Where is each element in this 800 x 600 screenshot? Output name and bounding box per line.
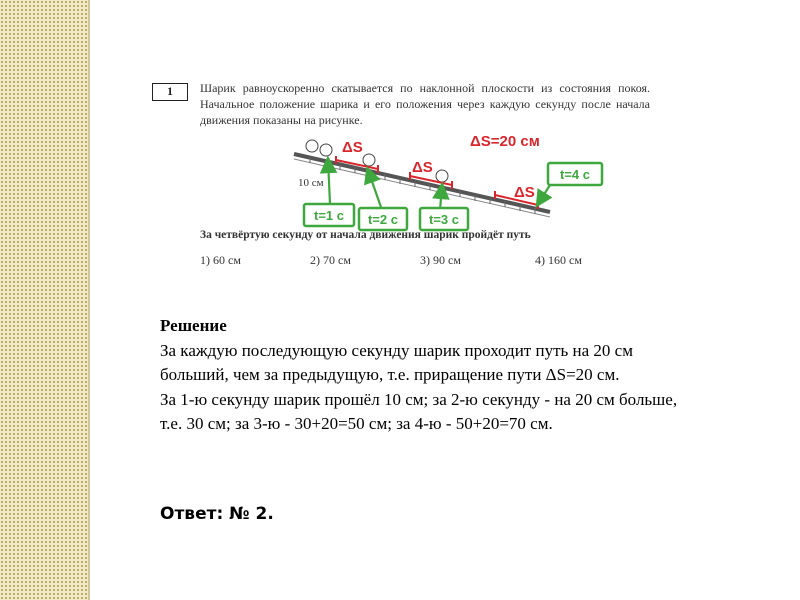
label-t1-text: t=1 с xyxy=(314,208,344,223)
solution-paragraph-1: За каждую последующую секунду шарик проходит путь на 20 см больший, чем за предыдущую, т.е. приращение пути ΔS=20 см. xyxy=(160,340,633,384)
option-2: 2) 70 см xyxy=(310,253,351,267)
ball-t3 xyxy=(436,170,448,182)
question: За четвёртую секунду от начала движения шарик пройдёт путь xyxy=(200,229,531,241)
label-t2-text: t=2 с xyxy=(368,212,398,227)
option-4: 4) 160 см xyxy=(535,253,582,267)
delta-s-label-2: ΔS xyxy=(412,159,433,176)
solution xyxy=(160,314,680,437)
ball-start xyxy=(306,140,318,152)
label-t1 xyxy=(304,204,354,226)
option-3: 3) 90 см xyxy=(420,253,461,267)
answer: Ответ: № 2. xyxy=(160,504,274,524)
delta-s-label-1: ΔS xyxy=(342,139,363,156)
label-t4 xyxy=(548,163,602,185)
sidebar-divider xyxy=(88,0,90,600)
label-t3 xyxy=(420,208,468,230)
decorative-sidebar xyxy=(0,0,88,600)
task-text: Шарик равноускоренно скатывается по наклонной плоскости из состояния покоя. Начальное положение шарика и его положения через каждую секунду после начала движения показаны на рисунке. xyxy=(200,81,650,127)
solution-paragraph-2: За 1-ю секунду шарик прошёл 10 см; за 2-ю секунду - на 20 см больше, т.е. 30 см; за 3-ю - 30+20=50 см; за 4-ю - 50+20=70 см. xyxy=(160,389,678,433)
label-t4-text: t=4 с xyxy=(560,167,590,182)
delta-s-label-3: ΔS xyxy=(514,184,535,201)
label-t3-text: t=3 с xyxy=(429,212,459,227)
label-t2 xyxy=(359,208,407,230)
task-number: 1 xyxy=(152,83,188,101)
delta-s-value: ΔS=20 см xyxy=(470,133,540,150)
inclined-plane-figure xyxy=(280,130,620,240)
ball-t2 xyxy=(363,154,375,166)
ball-t1 xyxy=(320,144,332,156)
solution-heading: Решение xyxy=(160,316,227,335)
scale-label: 10 см xyxy=(298,177,324,189)
option-1: 1) 60 см xyxy=(200,253,241,267)
